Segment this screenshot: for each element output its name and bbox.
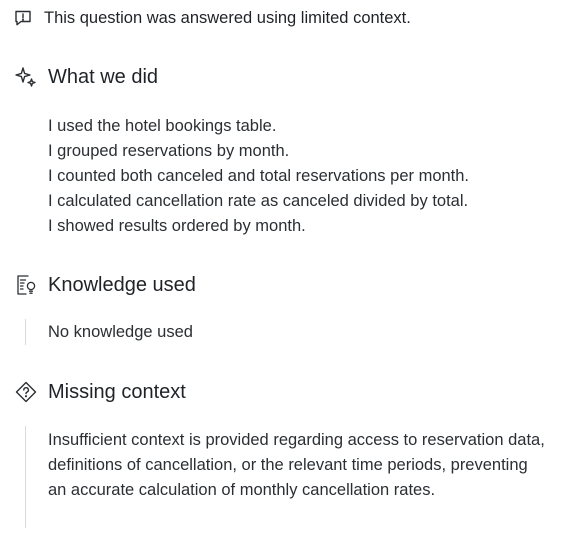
missing-context-text: Insufficient context is provided regarding access to reservation data, definitions of cancellation, or the relevant time periods, preventing an accurate calculation of monthly cancellation rates.	[48, 431, 545, 499]
list-item: I used the hotel bookings table.	[48, 117, 277, 135]
section-title: What we did	[48, 65, 159, 88]
section-title: Knowledge used	[48, 273, 196, 296]
quote-rule	[25, 426, 26, 528]
list-item: I showed results ordered by month.	[48, 217, 306, 235]
section-title: Missing context	[48, 380, 186, 403]
list-item: I counted both canceled and total reservations per month.	[48, 167, 470, 185]
section-header-knowledge-used	[14, 273, 196, 297]
knowledge-document-icon	[14, 273, 38, 297]
what-we-did-list	[48, 114, 469, 239]
message-alert-icon	[13, 8, 33, 28]
list-item: I calculated cancellation rate as canceled divided by total.	[48, 192, 469, 210]
quote-rule	[25, 319, 26, 345]
knowledge-used-text: No knowledge used	[48, 323, 193, 341]
section-header-what-we-did	[14, 65, 158, 89]
sparkle-icon	[14, 65, 38, 89]
notice-text: This question was answered using limited context.	[44, 8, 411, 27]
diamond-question-icon	[14, 380, 38, 404]
section-header-missing-context	[14, 380, 186, 404]
limited-context-notice	[13, 8, 411, 28]
list-item: I grouped reservations by month.	[48, 142, 290, 160]
